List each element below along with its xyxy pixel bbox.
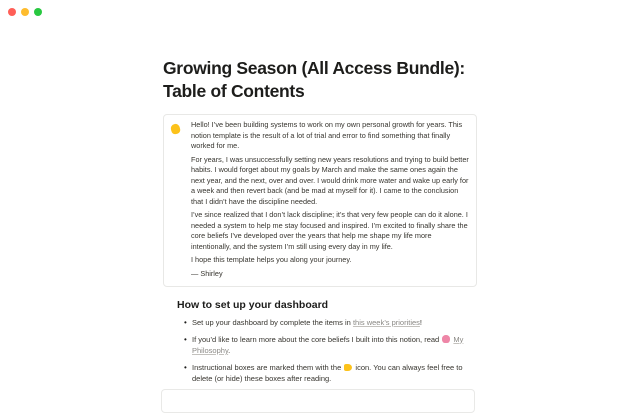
brain-emoji xyxy=(442,335,450,343)
bullet-text-pre: Set up your dashboard by complete the items in xyxy=(192,318,353,327)
callout-text xyxy=(191,120,469,279)
callout-paragraph: Hello! I’ve been building systems to work on my own personal growth for years. This notion template is the result of a lot of trial and error to find something that finally worked for me. xyxy=(191,120,463,150)
list-item xyxy=(163,362,477,385)
list-item xyxy=(163,317,477,329)
bullet-marker: • xyxy=(184,334,187,344)
intro-callout xyxy=(163,114,477,287)
page-title-line2: Table of Contents xyxy=(163,81,305,101)
bullet-text-post: . xyxy=(228,346,231,355)
bullet-marker: • xyxy=(184,362,187,372)
window-controls xyxy=(8,8,42,16)
next-callout-partial xyxy=(161,389,475,413)
minimize-button[interactable] xyxy=(21,8,29,16)
bullet-marker: • xyxy=(184,318,187,327)
page-title xyxy=(163,57,477,103)
this-weeks-priorities-link[interactable]: this week’s priorities xyxy=(352,318,420,327)
bullet-text-post: ! xyxy=(419,318,423,327)
callout-signoff: — Shirley xyxy=(191,268,223,278)
bullet-text-post: icon. You can always feel free to delete (or hide) these boxes after reading. xyxy=(192,362,463,383)
notion-page xyxy=(163,57,477,401)
close-button[interactable] xyxy=(8,8,16,16)
page-title-line1: Growing Season (All Access Bundle): xyxy=(163,58,465,78)
callout-paragraph: For years, I was unsuccessfully setting new years resolutions and trying to build better habits. I would forget about my goals by March and make the same ones again the next year, and the next, over and over. I would drink more water and wake up early for a week and then revert back (and be mad at myself for it). I came to the conclusion that I didn’t have the discipline needed. xyxy=(191,154,469,206)
callout-emoji-column xyxy=(171,120,191,279)
section-heading: How to set up your dashboard xyxy=(177,299,329,311)
bullet-text xyxy=(192,334,477,357)
list-item xyxy=(163,334,477,357)
zoom-button[interactable] xyxy=(34,8,42,16)
bullet-text-pre: Instructional boxes are marked them with the xyxy=(192,362,344,372)
callout-paragraph: I hope this template helps you along your journey. xyxy=(191,255,352,264)
waving-hand-emoji xyxy=(170,123,181,135)
bullet-text xyxy=(192,362,477,385)
pointing-right-emoji xyxy=(344,364,352,371)
callout-paragraph: I’ve since realized that I don’t lack discipline; it’s that very few people can do it alone. I needed a system to help me stay focused and inspired. I’m excited to finally share the core beliefs I’ve developed over the years that help me shape my life more intentionally, and the system I’m still using every day in my life. xyxy=(191,210,468,251)
my-philosophy-link[interactable]: My Philosophy xyxy=(192,334,464,355)
bullet-text-pre: If you’d like to learn more about the core beliefs I built into this notion, read xyxy=(192,334,442,344)
bullet-text xyxy=(192,317,477,329)
setup-bullet-list xyxy=(163,317,477,385)
